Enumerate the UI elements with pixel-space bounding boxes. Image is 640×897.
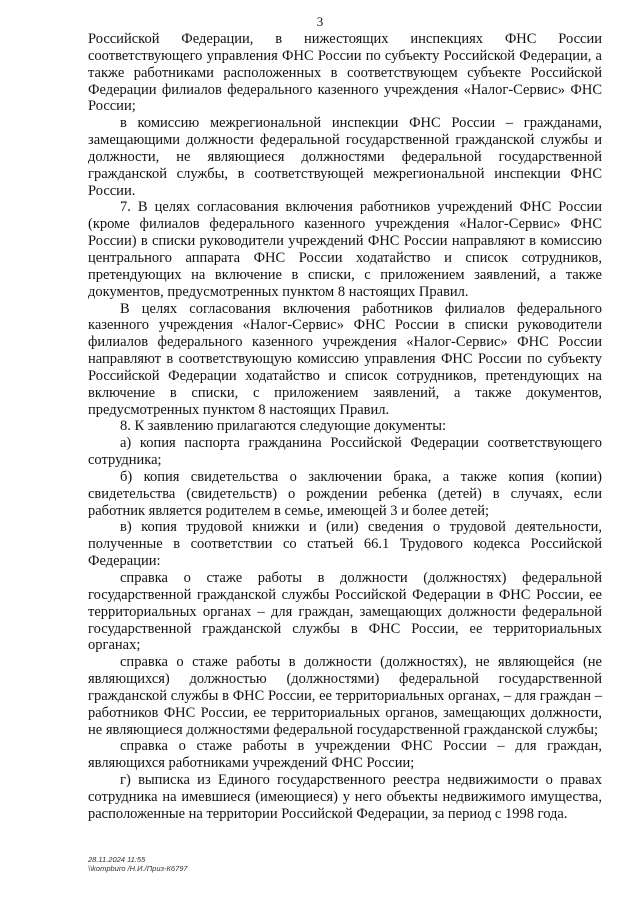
list-item-v: в) копия трудовой книжки и (или) сведения о трудовой деятельности, полученные в соответствии со статьей 66.1 Трудового кодекса Российской Федерации: [88,519,602,570]
paragraph: справка о стаже работы в должности (должностях) федеральной государственной гражданской службы Российской Федерации в ФНС России, ее территориальных органах – для граждан, замещающих должности федеральной государственной гражданской службы в ФНС России, ее территориальных органах; [88,570,602,654]
paragraph: справка о стаже работы в должности (должностях), не являющейся (не являющихся) должностью (должностями) федеральной государственной гражданской службы в ФНС России, ее территориальных органах, – для граждан – работников ФНС России, ее территориальных органов, замещающих должности, не являющиеся должностями федеральной государственной гражданской службы; [88,654,602,738]
paragraph-item-8: 8. К заявлению прилагаются следующие документы: [120,418,447,435]
footer-file-path: \\kompburo /Н.И./Приз-К6797 [88,864,188,873]
document-footer [88,855,188,873]
paragraph-item-7: 7. В целях согласования включения работников учреждений ФНС России (кроме филиалов федерального казенного учреждения «Налог-Сервис» ФНС России) в списки руководители учреждений ФНС России направляют в комиссию центрального аппарата ФНС России ходатайство и список сотрудников, претендующих на включение в списки, с приложением заявлений, а также документов, предусмотренных пунктом 8 настоящих Правил. [88,199,602,300]
page-number: 3 [316,14,324,29]
footer-timestamp: 28.11.2024 11:55 [88,855,146,864]
paragraph: В целях согласования включения работников филиалов федерального казенного учреждения «Налог-Сервис» ФНС России в списки руководители филиалов федерального казенного учреждения «Налог-Сервис» ФНС России направляют в соответствующую комиссию управления ФНС России по субъекту Российской Федерации ходатайство и список сотрудников, претендующих на включение в списки, с приложением заявлений, а также документов, предусмотренных пунктом 8 настоящих Правил. [88,300,602,418]
list-item-a: а) копия паспорта гражданина Российской Федерации соответствующего сотрудника; [88,435,602,469]
paragraph: Российской Федерации, в нижестоящих инспекциях ФНС России соответствующего управления ФНС России по субъекту Российской Федерации, а также работниками расположенных в соответствующем субъекте Российской Федерации филиалов федерального казенного учреждения «Налог-Сервис» ФНС России; [88,31,602,115]
paragraph: в комиссию межрегиональной инспекции ФНС России – гражданами, замещающими должности федеральной государственной гражданской службы и должности, не являющиеся должностями федеральной государственной гражданской службы, в соответствующей межрегиональной инспекции ФНС России. [88,115,602,199]
document-body [88,31,602,823]
list-item-g: г) выписка из Единого государственного реестра недвижимости о правах сотрудника на имевшиеся (имеющиеся) у него объекты недвижимого имущества, расположенные на территории Российской Федерации, за период с 1998 года. [88,772,602,822]
paragraph: справка о стаже работы в учреждении ФНС России – для граждан, являющихся работниками учреждений ФНС России; [88,738,602,772]
list-item-b: б) копия свидетельства о заключении брака, а также копия (копии) свидетельства (свидетельств) о рождении ребенка (детей) в случаях, если работник является родителем в семье, имеющей 3 и более детей; [88,468,602,519]
